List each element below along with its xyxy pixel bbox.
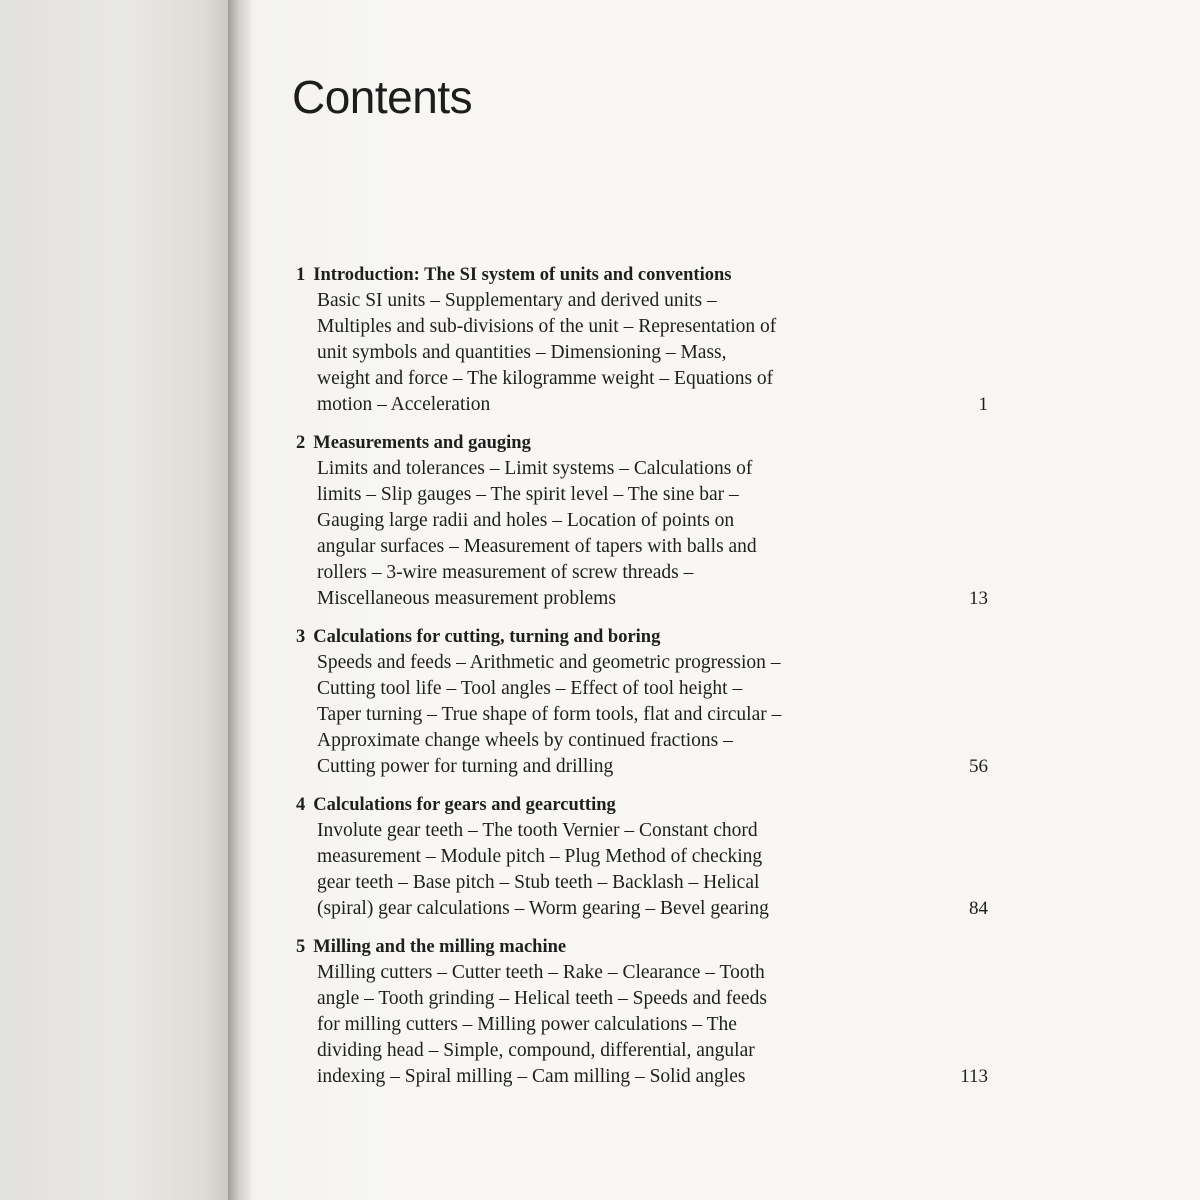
- topic-line: Approximate change wheels by continued fractions –: [317, 730, 733, 751]
- chapter-title: [296, 624, 996, 650]
- chapter-title-text: Calculations for gears and gearcutting: [313, 795, 616, 815]
- topic-line: for milling cutters – Milling power calculations – The: [317, 1014, 737, 1035]
- chapter-number: 1: [296, 265, 306, 285]
- page-number: 1: [978, 394, 988, 415]
- chapter-number: 4: [296, 795, 306, 815]
- chapter-title-text: Introduction: The SI system of units and conventions: [313, 265, 732, 285]
- table-of-contents: [296, 262, 996, 1102]
- topic-line: motion – Acceleration: [317, 394, 491, 415]
- topic-line: unit symbols and quantities – Dimensioning – Mass,: [317, 342, 727, 363]
- topic-line: Speeds and feeds – Arithmetic and geometric progression –: [317, 652, 781, 673]
- chapter-topics: [317, 818, 907, 922]
- toc-entry-3: [296, 624, 996, 780]
- topic-line: angle – Tooth grinding – Helical teeth – Speeds and feeds: [317, 988, 767, 1009]
- topic-line: weight and force – The kilogramme weight – Equations of: [317, 368, 774, 389]
- chapter-topics: [317, 288, 907, 418]
- topic-line: limits – Slip gauges – The spirit level – The sine bar –: [317, 484, 739, 505]
- topic-line: measurement – Module pitch – Plug Method of checking: [317, 846, 763, 867]
- page-title: Contents: [292, 71, 473, 123]
- chapter-number: 2: [296, 433, 306, 453]
- topic-line: Multiples and sub-divisions of the unit – Representation of: [317, 316, 777, 337]
- topic-line: gear teeth – Base pitch – Stub teeth – Backlash – Helical: [317, 872, 760, 893]
- chapter-title-text: Milling and the milling machine: [313, 937, 567, 957]
- topic-line: Taper turning – True shape of form tools, flat and circular –: [317, 704, 782, 725]
- page-number: 113: [960, 1066, 988, 1087]
- topic-line: indexing – Spiral milling – Cam milling – Solid angles: [317, 1066, 746, 1087]
- topic-line: angular surfaces – Measurement of tapers with balls and: [317, 536, 757, 557]
- topic-line: Miscellaneous measurement problems: [317, 588, 616, 609]
- topic-line: Involute gear teeth – The tooth Vernier – Constant chord: [317, 820, 758, 841]
- topic-line: rollers – 3-wire measurement of screw threads –: [317, 562, 694, 583]
- toc-entry-4: [296, 792, 996, 922]
- topic-line: Basic SI units – Supplementary and derived units –: [317, 290, 717, 311]
- left-facing-page: [0, 0, 232, 1200]
- topic-line: dividing head – Simple, compound, differential, angular: [317, 1040, 755, 1061]
- topic-line: Limits and tolerances – Limit systems – Calculations of: [317, 458, 753, 479]
- chapter-title: [296, 792, 996, 818]
- topic-line: Cutting power for turning and drilling: [317, 756, 614, 777]
- book-gutter: [228, 0, 254, 1200]
- chapter-topics: [317, 960, 907, 1090]
- topic-line: (spiral) gear calculations – Worm gearing – Bevel gearing: [317, 898, 769, 919]
- chapter-topics: [317, 456, 907, 612]
- chapter-number: 3: [296, 627, 306, 647]
- page-number: 56: [969, 756, 988, 777]
- chapter-title-text: Calculations for cutting, turning and boring: [313, 627, 661, 647]
- chapter-title: [296, 262, 996, 288]
- topic-line: Cutting tool life – Tool angles – Effect of tool height –: [317, 678, 743, 699]
- topic-line: Gauging large radii and holes – Location of points on: [317, 510, 735, 531]
- chapter-number: 5: [296, 937, 306, 957]
- chapter-title-text: Measurements and gauging: [313, 433, 531, 453]
- toc-entry-2: [296, 430, 996, 612]
- chapter-topics: [317, 650, 907, 780]
- toc-entry-5: [296, 934, 996, 1090]
- topic-line: Milling cutters – Cutter teeth – Rake – Clearance – Tooth: [317, 962, 765, 983]
- chapter-title: [296, 934, 996, 960]
- page-number: 84: [969, 898, 988, 919]
- toc-entry-1: [296, 262, 996, 418]
- page-number: 13: [969, 588, 988, 609]
- chapter-title: [296, 430, 996, 456]
